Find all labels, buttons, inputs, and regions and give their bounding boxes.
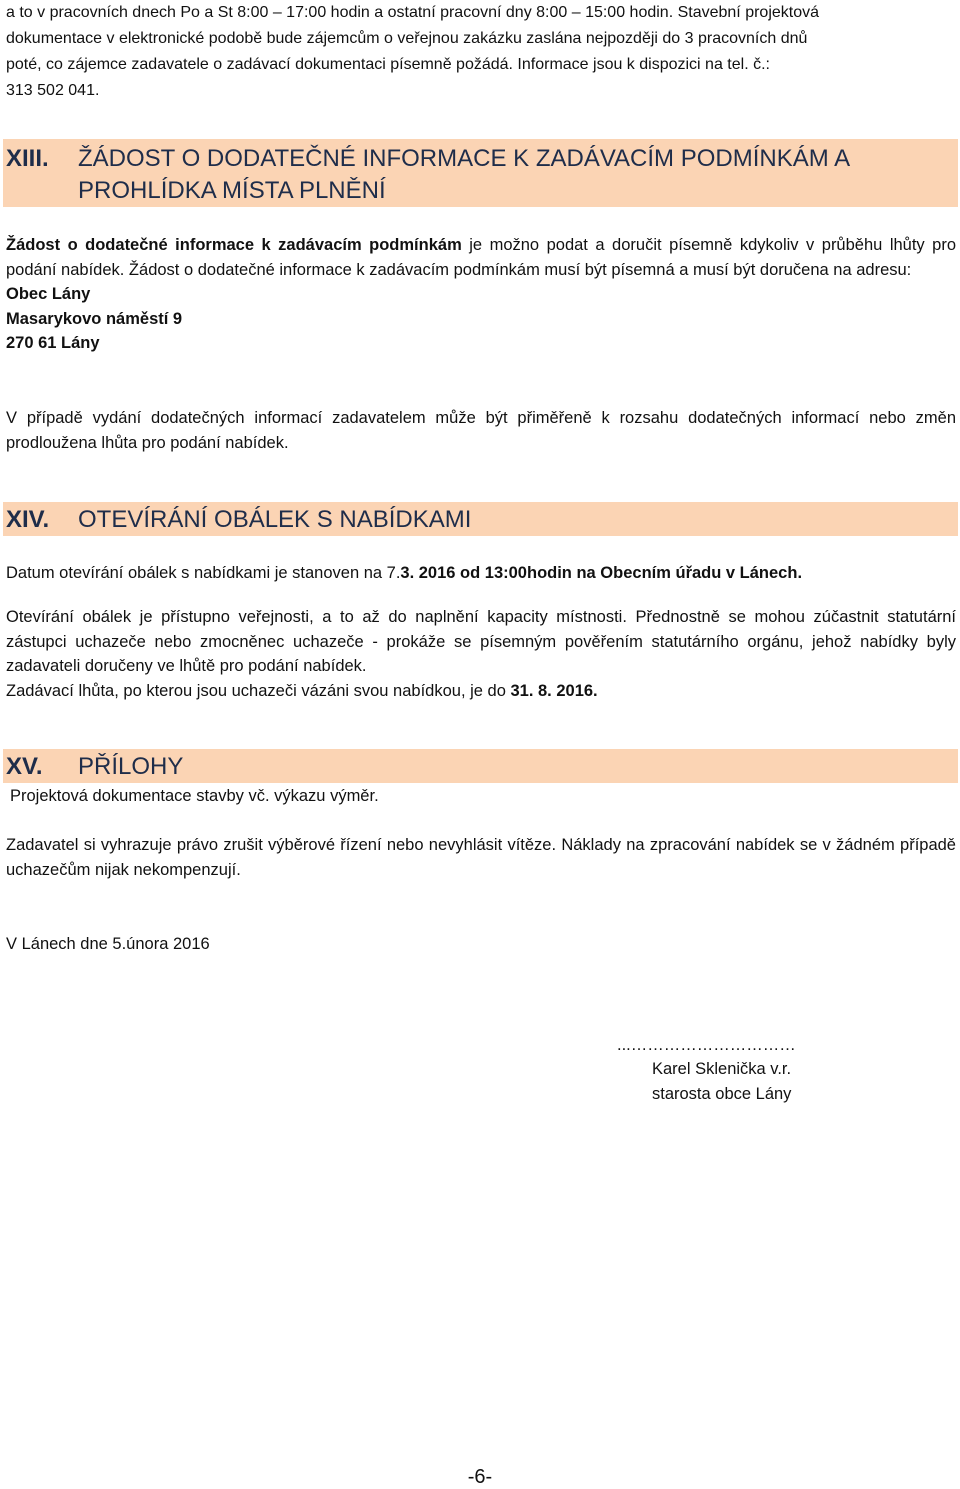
signature-name: Karel Sklenička v.r. (652, 1060, 792, 1078)
address-line-2: Masarykovo náměstí 9 (6, 309, 183, 328)
reservation-paragraph: Zadavatel si vyhrazuje právo zrušit výběrové řízení nebo nevyhlásit vítěze. Náklady na zpracování nabídek se v žádném případě uchazečům nijak nekompenzují. (6, 836, 956, 879)
section-title-line-2: PROHLÍDKA MÍSTA PLNĚNÍ (78, 177, 386, 204)
section-xiii-header (3, 139, 958, 207)
section-number: XIII. (6, 145, 49, 172)
section-title-line-1: ŽÁDOST O DODATEČNÉ INFORMACE K ZADÁVACÍM PODMÍNKÁM A (78, 145, 851, 172)
address-line-3: 270 61 Lány (6, 334, 100, 352)
signature-dots: ...………………………… (617, 1036, 796, 1054)
section-number: XV. (6, 753, 43, 780)
intro-line-4: 313 502 041. (6, 82, 100, 99)
section-xiii-paragraph-2: V případě vydání dodatečných informací zadavatelem může být přiměřeně k rozsahu dodatečných informací nebo změn prodloužena lhůta pro podání nabídek. (6, 409, 956, 452)
attachments-paragraph: Projektová dokumentace stavby vč. výkazu výměr. (10, 787, 379, 805)
address-line-1: Obec Lány (6, 285, 91, 303)
section-xiv-header (3, 502, 958, 536)
intro-line-2: dokumentace v elektronické podobě bude zájemcům o veřejnou zakázku zaslána nejpozději do 3 pracovních dnů (6, 30, 808, 47)
section-xiii-paragraph-1: Žádost o dodatečné informace k zadávacím podmínkám je možno podat a doručit písemně kdykoliv v průběhu lhůty pro podání nabídek. Žádost o dodatečné informace k zadávacím podmínkám musí být písemná a musí být doručena na adresu: (6, 236, 957, 279)
section-title: PŘÍLOHY (78, 753, 184, 780)
signature-role: starosta obce Lány (652, 1085, 792, 1103)
page-number: -6- (467, 1466, 493, 1488)
opening-date-paragraph: Datum otevírání obálek s nabídkami je stanoven na 7.3. 2016 od 13:00hodin na Obecním úřadu v Lánech. (6, 564, 803, 582)
section-xiv-paragraph-3: Zadávací lhůta, po kterou jsou uchazeči vázáni svou nabídkou, je do 31. 8. 2016. (6, 681, 598, 700)
section-xiv-body (6, 605, 956, 703)
section-xiii-body (6, 233, 956, 356)
section-title: OTEVÍRÁNÍ OBÁLEK S NABÍDKAMI (78, 506, 472, 533)
intro-line-3: poté, co zájemce zadavatele o zadávací dokumentaci písemně požádá. Informace jsou k dispozici na tel. č.: (6, 56, 770, 73)
intro-paragraph (6, 0, 954, 104)
section-xv-header (3, 749, 958, 783)
date-line: V Lánech dne 5.února 2016 (6, 935, 210, 953)
section-xiv-paragraph-2: Otevírání obálek je přístupno veřejnosti, a to až do naplnění kapacity místnosti. Přednostně se mohou zúčastnit statutární zástupci uchazeče nebo zmocněnec uchazeče - prokáže se písemným pověřením statutárního orgánu, jehož nabídky byly zadavateli doručeny ve lhůtě pro podání nabídek. (6, 608, 956, 675)
section-number: XIV. (6, 506, 50, 533)
intro-line-1: a to v pracovních dnech Po a St 8:00 – 17:00 hodin a ostatní pracovní dny 8:00 – 15:00 hodin. Stavební projektová (6, 4, 820, 21)
